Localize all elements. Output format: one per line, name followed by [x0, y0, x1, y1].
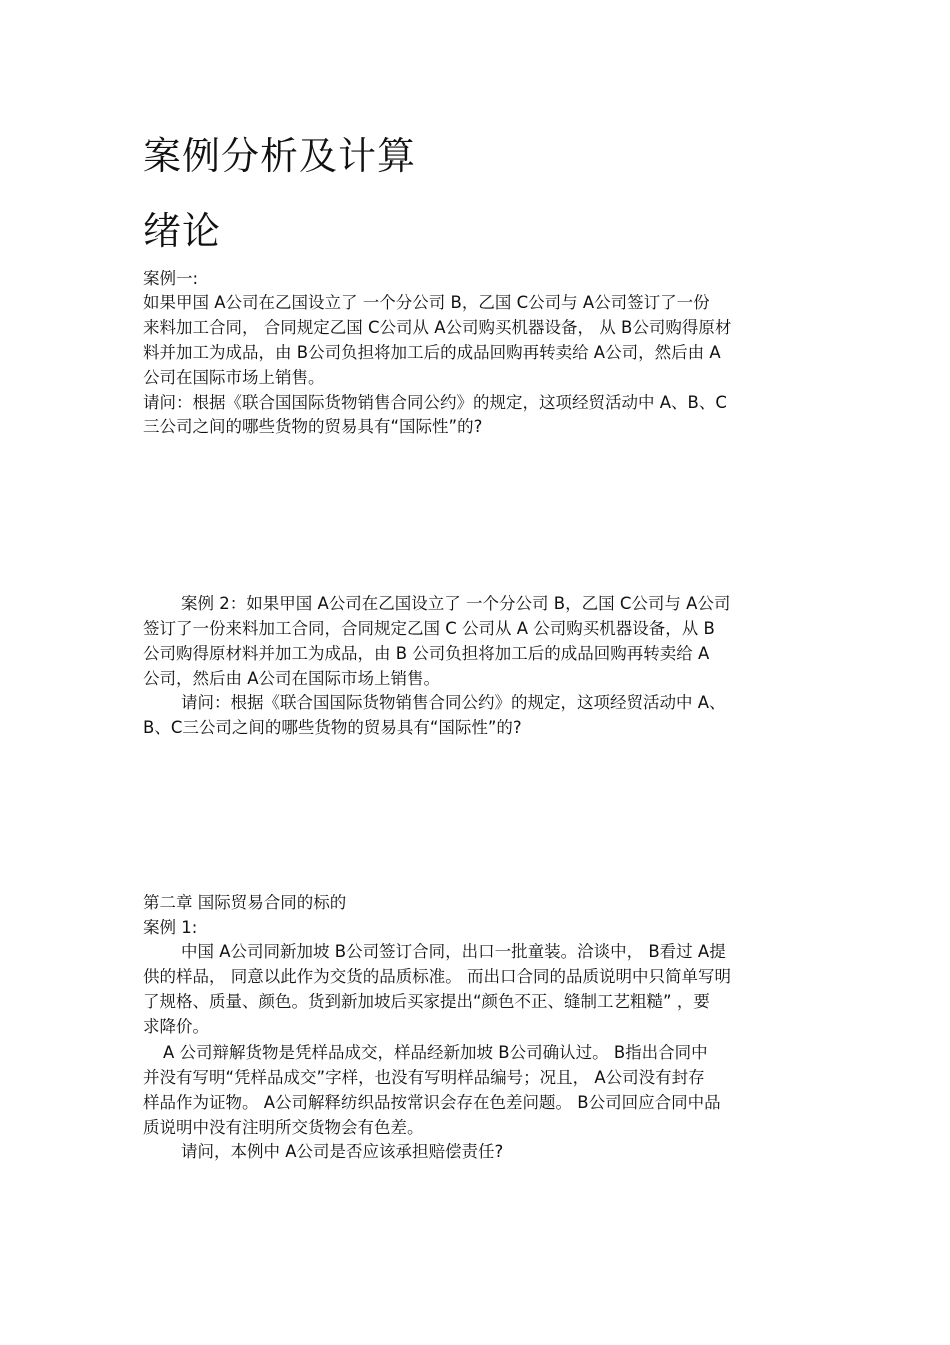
- chapter2-line-6: 并没有写明“凭样品成交”字样，也没有写明样品编号；况且， A公司没有封存: [143, 1068, 705, 1087]
- case2-question-line-2: B、C三公司之间的哪些货物的贸易具有“国际性”的?: [143, 718, 522, 737]
- case1-label: 案例一:: [143, 269, 199, 288]
- chapter2-line-1: 中国 A公司同新加坡 B公司签订合同，出口一批童装。洽谈中， B看过 A提: [181, 942, 726, 961]
- case1-line-3: 料并加工为成品，由 B公司负担将加工后的成品回购再转卖给 A公司，然后由 A: [143, 343, 721, 362]
- page-title: 案例分析及计算: [143, 134, 417, 178]
- case1-line-4: 公司在国际市场上销售。: [143, 368, 325, 387]
- chapter2-line-4: 求降价。: [143, 1017, 209, 1036]
- chapter2-line-3: 了规格、质量、颜色。货到新加坡后买家提出“颜色不正、缝制工艺粗糙” ，要: [143, 992, 710, 1011]
- case2-question-line-1: 请问：根据《联合国国际货物销售合同公约》的规定，这项经贸活动中 A、: [181, 693, 726, 712]
- case1-question-line-2: 三公司之间的哪些货物的贸易具有“国际性”的?: [143, 417, 483, 436]
- chapter2-case-label: 案例 1:: [143, 918, 198, 937]
- chapter2-question: 请问，本例中 A公司是否应该承担赔偿责任?: [181, 1142, 504, 1161]
- section-heading-intro: 绪论: [143, 209, 222, 253]
- case2-line-2: 签订了一份来料加工合同，合同规定乙国 C 公司从 A 公司购买机器设备，从 B: [143, 619, 715, 638]
- case2-line-3: 公司购得原材料并加工为成品，由 B 公司负担将加工后的成品回购再转卖给 A: [143, 644, 710, 663]
- case2-line-1: 案例 2：如果甲国 A公司在乙国设立了 一个分公司 B，乙国 C公司与 A公司: [181, 594, 731, 613]
- chapter2-line-8: 质说明中没有注明所交货物会有色差。: [143, 1118, 424, 1137]
- chapter2-line-2: 供的样品， 同意以此作为交货的品质标准。 而出口合同的品质说明中只简单写明: [143, 967, 731, 986]
- case1-question-line-1: 请问：根据《联合国国际货物销售合同公约》的规定，这项经贸活动中 A、B、C: [143, 393, 727, 412]
- chapter-heading: 第二章 国际贸易合同的标的: [143, 893, 347, 912]
- chapter2-line-5: A 公司辩解货物是凭样品成交，样品经新加坡 B公司确认过。 B指出合同中: [163, 1043, 708, 1062]
- chapter2-line-7: 样品作为证物。 A公司解释纺织品按常识会存在色差问题。 B公司回应合同中品: [143, 1093, 721, 1112]
- case1-line-1: 如果甲国 A公司在乙国设立了 一个分公司 B，乙国 C公司与 A公司签订了一份: [143, 293, 710, 312]
- case2-line-4: 公司，然后由 A公司在国际市场上销售。: [143, 669, 441, 688]
- case1-line-2: 来料加工合同， 合同规定乙国 C公司从 A公司购买机器设备， 从 B公司购得原材: [143, 318, 732, 337]
